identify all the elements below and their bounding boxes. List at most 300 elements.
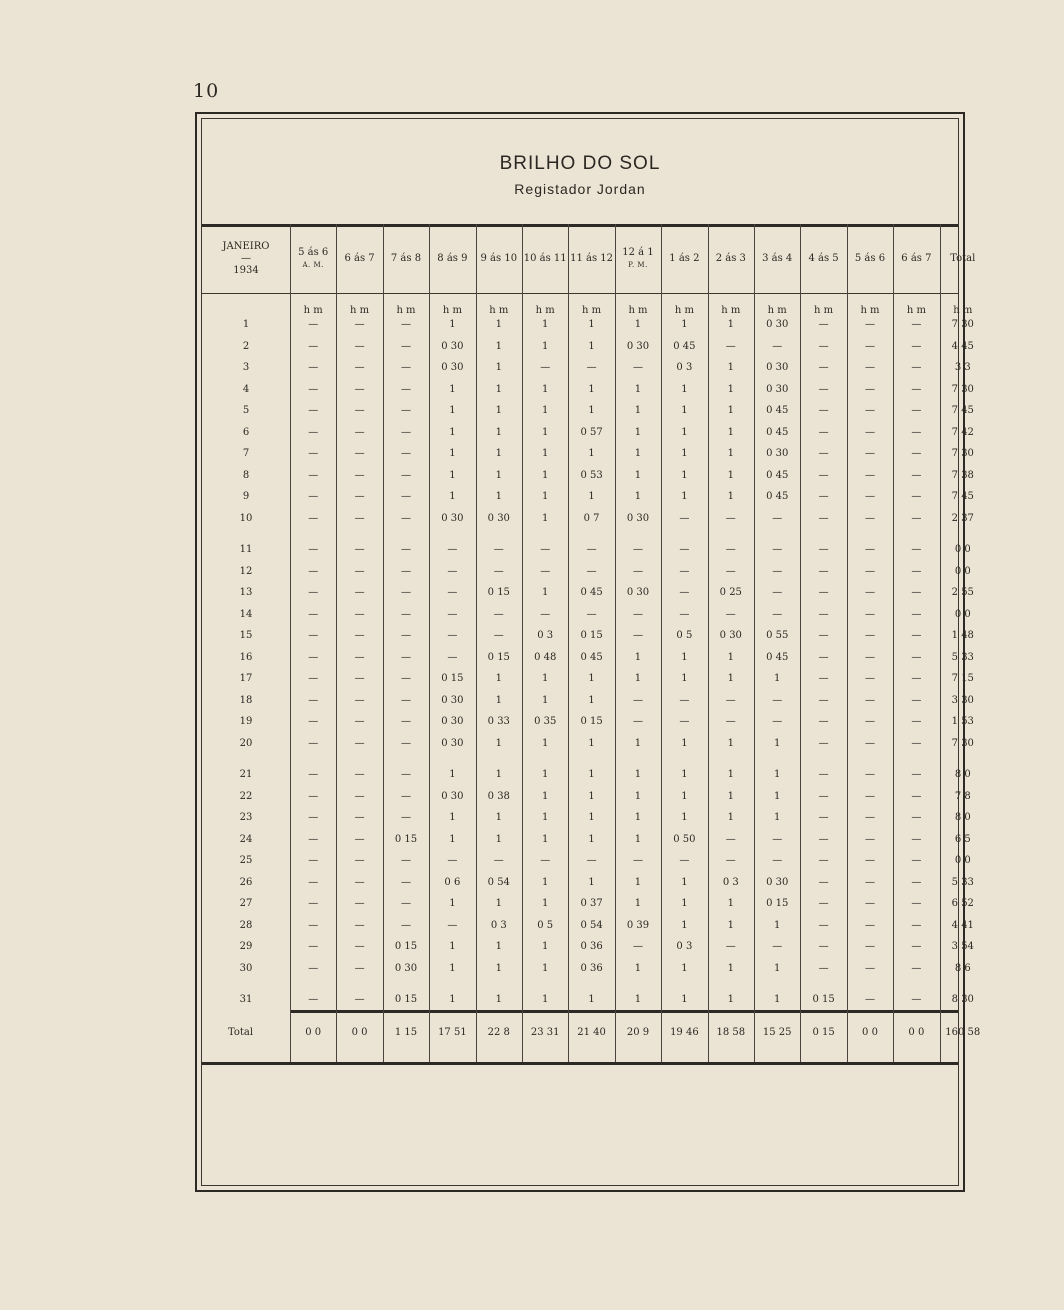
table-cell: — — [725, 565, 736, 577]
table-cell: — — [864, 405, 875, 416]
table-cell: 1 — [681, 319, 688, 330]
table-cell: 1 — [588, 876, 595, 888]
table-cell: 0 5 — [537, 919, 554, 931]
table-cell: 1 — [449, 994, 456, 1005]
table-cell: 1 — [449, 769, 456, 780]
table-cell: 0 30 — [394, 962, 418, 974]
table-cell: 1 — [449, 941, 456, 952]
table-cell: 0 30 — [487, 512, 510, 524]
total-cell: 17 51 — [438, 1027, 467, 1038]
table-cell: — — [772, 694, 783, 706]
table-cell: 1 — [681, 790, 688, 802]
table-cell: — — [540, 608, 551, 620]
table-cell: — — [725, 855, 736, 866]
table-cell: 1 — [727, 994, 734, 1005]
table-cell: — — [308, 630, 319, 641]
table-cell: 0 45 — [766, 651, 789, 663]
column-header — [522, 239, 568, 279]
table-cell: — — [679, 855, 690, 866]
unit-label: h m — [489, 305, 509, 316]
table-cell: — — [911, 544, 922, 555]
table-cell: 1 — [727, 426, 734, 438]
table-cell: 0 15 — [580, 716, 603, 727]
column-header — [754, 239, 800, 279]
table-cell: — — [911, 426, 922, 438]
column-header-label: 12 á 1 — [622, 247, 654, 258]
table-cell: 1 — [495, 426, 502, 438]
table-cell: — — [864, 769, 875, 780]
table-cell: — — [818, 962, 829, 974]
day-label: 9 — [242, 491, 250, 502]
header-rule — [202, 224, 958, 227]
table-cell: 1 — [449, 426, 456, 438]
table-cell: — — [354, 716, 365, 727]
total-cell: 15 25 — [762, 1027, 792, 1038]
table-cell: — — [911, 855, 922, 866]
table-cell: — — [679, 716, 690, 727]
table-cell: — — [818, 630, 829, 641]
column-header — [383, 239, 429, 279]
table-cell: — — [725, 544, 736, 555]
unit-label: h m — [721, 305, 741, 316]
table-cell: 1 — [634, 383, 642, 395]
table-cell: — — [911, 651, 922, 663]
table-cell: 1 — [542, 694, 549, 706]
total-cell: 0 0 — [862, 1027, 878, 1038]
table-cell: 0 15 — [394, 833, 418, 845]
table-cell: 1 — [681, 876, 688, 888]
table-cell: — — [400, 651, 411, 663]
day-label: 19 — [239, 716, 253, 727]
unit-label: h m — [767, 305, 787, 316]
table-cell: 0 15 — [487, 587, 510, 598]
table-cell: — — [354, 544, 365, 555]
day-label: 3 — [242, 362, 250, 373]
table-cell: — — [308, 426, 319, 438]
month-header — [202, 239, 290, 279]
month-label: JANEIRO — [222, 241, 270, 252]
column-header-rule — [202, 293, 958, 294]
day-label: 13 — [239, 587, 253, 598]
table-cell: — — [772, 587, 783, 598]
table-cell: — — [632, 941, 643, 952]
table-cell: 1 — [495, 362, 502, 373]
table-cell: 1 — [774, 769, 781, 780]
table-cell: 0 30 — [626, 587, 650, 598]
table-cell: — — [586, 362, 597, 373]
table-cell: 0 45 — [673, 340, 696, 352]
table-cell: 1 — [774, 919, 781, 931]
table-cell: 1 — [495, 340, 502, 352]
table-cell: — — [308, 833, 319, 845]
day-label: 27 — [239, 898, 253, 909]
table-cell: 8 0 — [954, 812, 971, 823]
table-cell: 1 — [542, 876, 549, 888]
day-label: 29 — [239, 941, 253, 952]
table-cell: 1 — [681, 469, 688, 481]
table-cell: — — [818, 405, 829, 416]
table-cell: 1 — [495, 833, 502, 845]
table-cell: — — [400, 608, 411, 620]
day-label: 8 — [242, 469, 250, 481]
table-cell: 0 30 — [626, 340, 650, 352]
total-cell: 1 15 — [394, 1027, 418, 1038]
table-cell: — — [864, 608, 875, 620]
table-cell: — — [818, 608, 829, 620]
table-cell: — — [354, 962, 365, 974]
table-cell: — — [818, 469, 829, 481]
table-cell: — — [818, 673, 829, 684]
table-cell: 8 0 — [954, 769, 971, 780]
table-cell: — — [864, 340, 875, 352]
table-cell: 5 33 — [951, 876, 974, 888]
table-cell: 1 — [681, 383, 688, 395]
table-cell: 0 54 — [580, 919, 603, 931]
column-header-label: Total — [950, 253, 976, 264]
table-cell: — — [864, 833, 875, 845]
table-cell: — — [818, 587, 829, 598]
table-cell: 1 — [588, 673, 595, 684]
table-cell: — — [679, 587, 690, 598]
table-cell: 1 — [774, 812, 781, 823]
unit-label: h m — [906, 305, 926, 316]
table-cell: 1 — [634, 319, 642, 330]
table-cell: — — [308, 994, 319, 1005]
day-label: 14 — [239, 608, 253, 620]
table-cell: 0 3 — [722, 876, 739, 888]
table-cell: 1 — [634, 737, 642, 749]
table-frame — [195, 112, 981, 1192]
table-cell: 1 — [727, 898, 734, 909]
table-cell: — — [308, 898, 319, 909]
column-header-label: 10 ás 11 — [523, 253, 567, 264]
table-cell: — — [864, 876, 875, 888]
table-cell: 1 — [495, 491, 502, 502]
table-cell: — — [772, 833, 783, 845]
table-cell: — — [354, 833, 365, 845]
table-cell: — — [911, 512, 922, 524]
table-cell: — — [864, 898, 875, 909]
table-cell: — — [818, 491, 829, 502]
day-label: 31 — [239, 994, 253, 1005]
column-header-label: 9 ás 10 — [480, 253, 518, 264]
column-header — [847, 239, 893, 279]
table-cell: — — [818, 319, 829, 330]
table-cell: — — [308, 587, 319, 598]
table-cell: 1 — [495, 694, 502, 706]
table-cell: 1 — [588, 737, 595, 749]
table-cell: 1 — [542, 319, 549, 330]
table-cell: — — [632, 694, 643, 706]
table-cell: — — [911, 994, 922, 1005]
table-cell: — — [586, 565, 597, 577]
table-cell: 1 — [681, 962, 688, 974]
table-cell: — — [447, 855, 458, 866]
table-cell: — — [400, 790, 411, 802]
total-cell: 21 40 — [577, 1027, 606, 1038]
table-cell: 7 30 — [951, 737, 974, 749]
total-cell: 0 0 — [305, 1027, 322, 1038]
table-cell: 1 — [542, 405, 549, 416]
table-cell: — — [911, 319, 922, 330]
table-cell: — — [679, 544, 690, 555]
table-cell: — — [400, 405, 411, 416]
table-cell: 1 — [634, 448, 642, 459]
table-cell: 0 45 — [766, 405, 789, 416]
table-cell: — — [354, 812, 365, 823]
table-cell: 1 — [495, 994, 502, 1005]
table-cell: — — [354, 362, 365, 373]
table-cell: — — [911, 898, 922, 909]
table-cell: — — [911, 587, 922, 598]
table-cell: — — [400, 919, 411, 931]
table-cell: — — [818, 651, 829, 663]
table-cell: 1 — [542, 469, 549, 481]
table-cell: — — [818, 790, 829, 802]
table-cell: — — [447, 608, 458, 620]
table-cell: 1 — [727, 673, 734, 684]
table-cell: 1 — [774, 994, 781, 1005]
table-cell: 1 — [634, 769, 642, 780]
table-cell: 1 — [588, 491, 595, 502]
table-cell: — — [864, 362, 875, 373]
table-cell: — — [772, 544, 783, 555]
table-cell: — — [400, 630, 411, 641]
table-cell: — — [911, 876, 922, 888]
table-cell: — — [772, 340, 783, 352]
column-header-label: 4 ás 5 — [808, 253, 839, 264]
table-cell: — — [354, 608, 365, 620]
table-cell: — — [354, 855, 365, 866]
table-cell: — — [725, 941, 736, 952]
table-cell: — — [911, 491, 922, 502]
table-cell: — — [864, 319, 875, 330]
table-cell: 1 — [495, 962, 502, 974]
column-header — [800, 239, 846, 279]
table-cell: 1 53 — [951, 716, 974, 727]
table-cell: — — [354, 994, 365, 1005]
table-cell: 1 — [495, 319, 502, 330]
table-cell: — — [447, 919, 458, 931]
table-cell: 0 37 — [580, 898, 603, 909]
table-cell: 1 — [449, 962, 456, 974]
table-cell: 7 30 — [951, 319, 974, 330]
day-label: 5 — [242, 405, 250, 416]
table-cell: 1 — [681, 673, 688, 684]
table-cell: 7 45 — [951, 491, 974, 502]
table-cell: — — [540, 565, 551, 577]
table-cell: — — [772, 941, 783, 952]
day-label: 18 — [239, 694, 253, 706]
unit-label: h m — [396, 305, 416, 316]
table-cell: 1 — [588, 383, 595, 395]
table-cell: — — [493, 855, 504, 866]
table-cell: — — [864, 651, 875, 663]
table-cell: 0 15 — [441, 673, 464, 684]
total-cell: 0 0 — [908, 1027, 925, 1038]
table-cell: — — [354, 383, 365, 395]
table-cell: — — [679, 694, 690, 706]
total-cell: 20 9 — [626, 1027, 650, 1038]
table-cell: — — [725, 833, 736, 845]
table-cell: 1 — [449, 405, 456, 416]
column-header — [429, 239, 475, 279]
table-cell: 1 — [542, 426, 549, 438]
table-cell: 2 37 — [951, 512, 974, 524]
table-cell: — — [493, 630, 504, 641]
table-cell: 0 33 — [487, 716, 510, 727]
table-cell: — — [818, 716, 829, 727]
table-cell: — — [400, 587, 411, 598]
table-cell: 0 45 — [766, 491, 789, 502]
table-cell: 1 — [449, 448, 456, 459]
table-cell: 1 — [727, 491, 734, 502]
table-cell: — — [911, 919, 922, 931]
table-cell: — — [818, 876, 829, 888]
table-cell: — — [308, 340, 319, 352]
table-cell: — — [864, 790, 875, 802]
day-label: 1 — [242, 319, 250, 330]
table-cell: 0 30 — [766, 383, 789, 395]
table-cell: 1 — [542, 898, 549, 909]
table-cell: — — [632, 855, 643, 866]
table-cell: — — [911, 340, 922, 352]
table-cell: — — [308, 876, 319, 888]
unit-label: h m — [674, 305, 694, 316]
column-header-label: 5 ás 6 — [854, 253, 886, 264]
table-cell: — — [725, 694, 736, 706]
column-header-label: 6 ás 7 — [344, 253, 375, 264]
table-cell: 1 — [727, 790, 734, 802]
table-cell: — — [540, 362, 551, 373]
table-cell: 0 0 — [954, 544, 971, 555]
table-cell: 8 6 — [954, 962, 971, 974]
table-cell: 1 — [495, 812, 502, 823]
table-cell: — — [725, 340, 736, 352]
table-cell: 1 — [449, 898, 456, 909]
table-cell: — — [772, 855, 783, 866]
table-cell: — — [400, 737, 411, 749]
table-cell: 1 — [542, 941, 549, 952]
table-cell: — — [308, 919, 319, 931]
table-cell: 1 — [727, 469, 734, 481]
table-cell: — — [911, 383, 922, 395]
table-cell: — — [586, 544, 597, 555]
table-cell: 0 45 — [766, 426, 789, 438]
table-cell: 4 41 — [951, 919, 974, 931]
table-cell: — — [354, 694, 365, 706]
table-cell: — — [818, 919, 829, 931]
table-cell: — — [818, 833, 829, 845]
table-cell: 1 — [542, 448, 549, 459]
total-cell: 19 46 — [670, 1027, 699, 1038]
day-label: 7 — [242, 448, 250, 459]
table-cell: — — [725, 608, 736, 620]
table-cell: — — [911, 405, 922, 416]
table-cell: — — [772, 716, 783, 727]
table-cell: — — [308, 405, 319, 416]
day-label: 10 — [239, 512, 253, 524]
table-cell: — — [354, 919, 365, 931]
table-cell: — — [354, 512, 365, 524]
table-cell: 0 30 — [766, 319, 789, 330]
table-cell: — — [864, 383, 875, 395]
table-cell: 1 48 — [951, 630, 974, 641]
day-label: 20 — [239, 737, 253, 749]
table-cell: 0 30 — [441, 362, 464, 373]
total-cell: 160 58 — [945, 1027, 981, 1038]
table-cell: 0 0 — [954, 608, 971, 620]
day-label: 11 — [239, 544, 253, 555]
table-cell: 1 — [634, 833, 642, 845]
unit-label: h m — [953, 305, 973, 316]
table-cell: — — [911, 608, 922, 620]
column-header — [940, 239, 986, 279]
table-cell: 0 36 — [580, 962, 603, 974]
table-cell: 1 — [588, 448, 595, 459]
table-cell: 1 — [542, 769, 549, 780]
table-cell: — — [911, 812, 922, 823]
table-cell: 4 45 — [951, 340, 974, 352]
table-cell: — — [400, 448, 411, 459]
table-cell: 0 55 — [766, 630, 789, 641]
table-cell: — — [308, 565, 319, 577]
table-cell: — — [400, 565, 411, 577]
table-cell: — — [354, 319, 365, 330]
table-cell: 7 30 — [951, 448, 974, 459]
column-header-period: A. M. — [302, 261, 324, 269]
table-cell: — — [911, 769, 922, 780]
table-cell: — — [400, 340, 411, 352]
table-cell: — — [400, 769, 411, 780]
table-cell: — — [818, 737, 829, 749]
table-cell: 1 — [681, 994, 688, 1005]
table-cell: 0 39 — [626, 919, 650, 931]
table-cell: 3 3 — [954, 362, 971, 373]
table-cell: — — [864, 812, 875, 823]
table-cell: 1 — [727, 769, 734, 780]
table-cell: 0 48 — [534, 651, 557, 663]
table-cell: — — [864, 587, 875, 598]
table-cell: — — [447, 544, 458, 555]
table-cell: 1 — [495, 737, 502, 749]
table-cell: — — [354, 630, 365, 641]
table-cell: 1 — [727, 362, 734, 373]
column-header — [476, 239, 522, 279]
day-label: 25 — [239, 855, 253, 866]
unit-label: h m — [442, 305, 462, 316]
table-cell: 0 30 — [719, 630, 742, 641]
table-cell: 1 — [634, 876, 642, 888]
day-label: 12 — [239, 565, 253, 577]
table-cell: — — [864, 630, 875, 641]
table-cell: 1 — [588, 319, 595, 330]
table-cell: 1 — [727, 962, 734, 974]
table-cell: — — [308, 769, 319, 780]
table-cell: — — [400, 319, 411, 330]
table-cell: 0 30 — [441, 340, 464, 352]
day-label: 24 — [239, 833, 253, 845]
table-cell: 0 3 — [676, 362, 693, 373]
table-cell: — — [772, 565, 783, 577]
day-label: 26 — [239, 876, 253, 888]
table-cell: — — [632, 608, 643, 620]
table-cell: — — [818, 565, 829, 577]
table-cell: 1 — [495, 673, 502, 684]
table-cell: — — [864, 491, 875, 502]
table-cell: 0 38 — [487, 790, 510, 802]
table-cell: 8 30 — [951, 994, 974, 1005]
